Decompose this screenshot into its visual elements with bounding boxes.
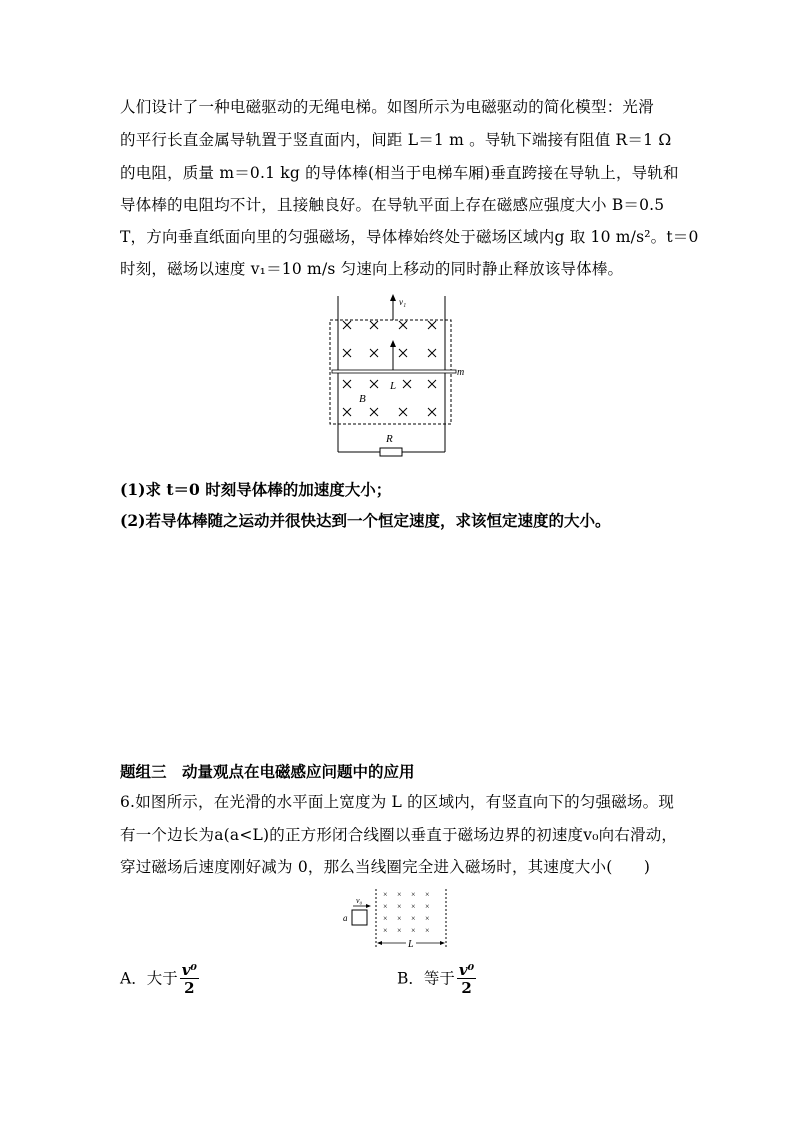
svg-text:×: × <box>425 902 430 911</box>
problem5-line-5: T，方向垂直纸面向里的匀强磁场，导体棒始终处于磁场区域内g 取 10 m/s²。t＝0 <box>120 228 699 246</box>
problem5-line-3: 的电阻，质量 m＝0.1 kg 的导体棒(相当于电梯车厢)垂直跨接在导轨上，导轨和 <box>120 164 679 182</box>
svg-text:×: × <box>397 890 402 899</box>
option-a-text: 大于 <box>146 969 178 988</box>
resistor <box>380 448 402 456</box>
svg-text:×: × <box>383 902 388 911</box>
problem6-line-2: 有一个边长为a(a<L)的正方形闭合线圈以垂直于磁场边界的初速度v₀向右滑动， <box>120 826 678 844</box>
problem5-line-4: 导体棒的电阻均不计，且接触良好。在导轨平面上存在磁感应强度大小 B＝0.5 <box>120 196 665 214</box>
problem6-line-1: 6.如图所示，在光滑的水平面上宽度为 L 的区域内，有竖直向下的匀强磁场。现 <box>120 793 675 811</box>
option-b-fraction <box>457 963 476 996</box>
option-b-letter: B． <box>397 969 424 988</box>
svg-text:×: × <box>411 902 416 911</box>
option-a-numerator: v⁰ <box>181 961 198 979</box>
svg-text:×: × <box>397 914 402 923</box>
question-1: (1)求 t＝0 时刻导体棒的加速度大小； <box>120 480 392 499</box>
option-b-text: 等于 <box>423 969 455 988</box>
svg-text:×: × <box>411 890 416 899</box>
question-2: (2)若导体棒随之运动并很快达到一个恒定速度，求该恒定速度的大小。 <box>120 511 611 530</box>
svg-text:×: × <box>383 914 388 923</box>
v0-label: v₀ <box>356 896 363 905</box>
option-a-letter: A． <box>120 969 147 988</box>
problem5-line-1: 人们设计了一种电磁驱动的无绳电梯。如图所示为电磁驱动的简化模型：光滑 <box>120 98 654 116</box>
rail-elevator-diagram <box>320 292 480 464</box>
svg-text:×: × <box>383 890 388 899</box>
rod-arrow-icon <box>390 340 396 347</box>
option-b[interactable] <box>397 963 476 996</box>
conductor-rod <box>332 370 456 373</box>
coil-field-diagram <box>340 885 452 953</box>
svg-text:×: × <box>411 914 416 923</box>
svg-text:×: × <box>425 890 430 899</box>
v0-arrow-icon <box>366 904 371 908</box>
option-a[interactable] <box>120 963 199 996</box>
problem5-line-6: 时刻，磁场以速度 v₁＝10 m/s 匀速向上移动的同时静止释放该导体棒。 <box>120 260 624 278</box>
square-coil <box>352 910 367 925</box>
v1-label: v₁ <box>399 297 407 307</box>
field-label: B <box>359 393 366 405</box>
v1-arrow-icon <box>390 294 396 301</box>
field-width-label: L <box>408 939 414 950</box>
mass-label: m <box>457 367 465 378</box>
option-b-denominator: 2 <box>461 979 472 997</box>
option-a-fraction <box>180 963 199 996</box>
svg-text:×: × <box>383 926 388 935</box>
coil-side-label: a <box>343 913 348 923</box>
field-crosses <box>343 321 436 416</box>
option-b-numerator: v⁰ <box>458 961 475 979</box>
resistor-label: R <box>386 433 393 445</box>
option-a-denominator: 2 <box>184 979 195 997</box>
svg-text:×: × <box>397 902 402 911</box>
problem6-line-3: 穿过磁场后速度刚好减为 0，那么当线圈完全进入磁场时，其速度大小( ) <box>120 858 651 876</box>
problem5-line-2: 的平行长直金属导轨置于竖直面内，间距 L＝1 m 。导轨下端接有阻值 R＝1 Ω <box>120 131 672 149</box>
rail-spacing-label: L <box>390 380 397 392</box>
svg-text:×: × <box>411 926 416 935</box>
svg-text:×: × <box>397 926 402 935</box>
section-heading: 题组三 动量观点在电磁感应问题中的应用 <box>120 762 415 781</box>
svg-text:×: × <box>425 914 430 923</box>
svg-text:×: × <box>425 926 430 935</box>
field-crosses-small <box>383 890 430 935</box>
